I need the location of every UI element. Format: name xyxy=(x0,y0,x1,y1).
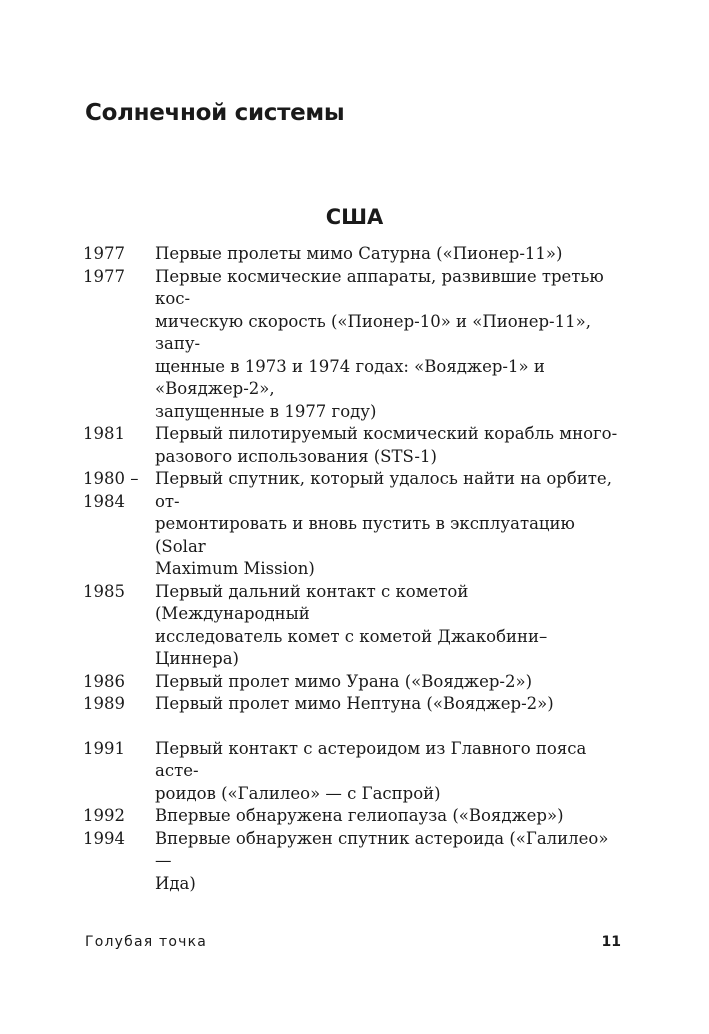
entry-description: Первый пилотируемый космический корабль много- разового использования (STS-1) xyxy=(155,424,618,466)
timeline-entry xyxy=(83,693,623,716)
entry-description: Впервые обнаружена гелиопауза («Вояджер») xyxy=(155,806,564,825)
entry-year: 1994 xyxy=(83,828,125,848)
entry-description: Первый спутник, который удалось найти на орбите, от- ремонтировать и вновь пустить в эксплуатацию (Solar Maximum Mission) xyxy=(155,469,612,578)
entry-description: Впервые обнаружен спутник астероида («Галилео» — Ида) xyxy=(155,828,609,893)
section-heading: Солнечной системы xyxy=(85,100,345,126)
timeline-list xyxy=(83,243,623,895)
entry-year: 1986 xyxy=(83,671,125,691)
timeline-entry xyxy=(83,828,623,896)
timeline-entry xyxy=(83,671,623,694)
timeline-entry xyxy=(83,581,623,671)
page-number: 11 xyxy=(601,934,621,950)
running-footer-title: Голубая точка xyxy=(85,934,208,950)
entry-description: Первый пролет мимо Нептуна («Вояджер-2») xyxy=(155,694,554,713)
timeline-entry xyxy=(83,738,623,806)
entry-description: Первый пролет мимо Урана («Вояджер-2») xyxy=(155,671,533,691)
country-heading: США xyxy=(325,205,384,229)
entry-year: 1977 xyxy=(83,266,125,286)
timeline-entry xyxy=(83,266,623,424)
timeline-entry xyxy=(83,805,623,828)
entry-year: 1989 xyxy=(83,694,125,713)
entry-description: Первые космические аппараты, развившие третью кос- мическую скорость («Пионер-10» и «Пионер-11», запу- щенные в 1973 и 1974 годах: «Вояджер-1» и «Вояджер-2», запущенные в 1977 году) xyxy=(155,266,604,421)
entry-year: 1985 xyxy=(83,581,125,601)
timeline-entry xyxy=(83,423,623,468)
entry-year: 1981 xyxy=(83,424,125,443)
entry-description: Первый дальний контакт с кометой (Международный исследователь комет с кометой Джакобини–Циннера) xyxy=(155,581,548,668)
entry-year: 1977 xyxy=(83,244,125,263)
entry-year: 1980 – 1984 xyxy=(83,469,139,511)
timeline-entry xyxy=(83,468,623,581)
entry-description: Первые пролеты мимо Сатурна («Пионер-11») xyxy=(155,244,563,263)
entry-year: 1991 xyxy=(83,738,125,758)
entry-description: Первый контакт с астероидом из Главного пояса асте- роидов («Галилео» — с Гаспрой) xyxy=(155,738,587,803)
entry-year: 1992 xyxy=(83,806,125,825)
timeline-entry xyxy=(83,243,623,266)
